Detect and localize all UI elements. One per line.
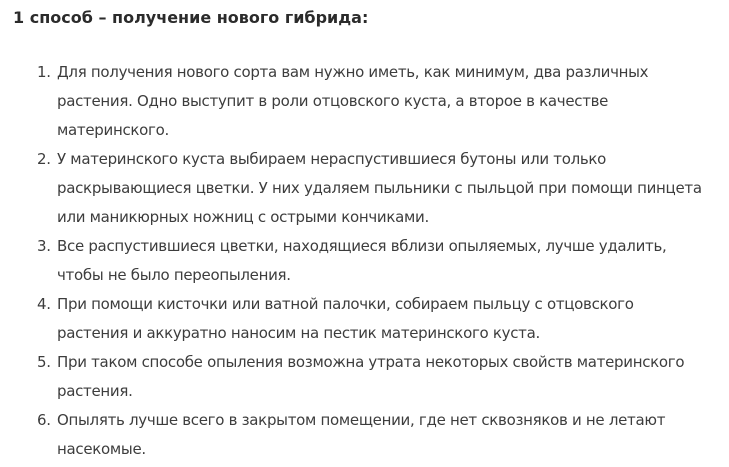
step-text-line: раскрывающиеся цветки. У них удаляем пыльники с пыльцой при помощи пинцета [57,179,702,197]
list-item [37,145,727,232]
step-number: 1. [37,63,51,81]
step-text-line: растения и аккуратно наносим на пестик материнского куста. [57,324,540,342]
step-text-line: растения. Одно выступит в роли отцовского куста, а второе в качестве [57,92,609,110]
step-text-line: При таком способе опыления возможна утрата некоторых свойств материнского [57,353,685,371]
step-text-line: или маникюрных ножниц с острыми кончиками. [57,208,429,226]
step-text-line: Опылять лучше всего в закрытом помещении, где нет сквозняков и не летают [57,411,666,429]
step-text-line: насекомые. [57,440,146,458]
step-number: 5. [37,353,51,371]
step-number: 2. [37,150,51,168]
step-number: 4. [37,295,51,313]
list-item [37,58,727,145]
section-heading: 1 способ – получение нового гибрида: [13,8,369,27]
step-text-line: У материнского куста выбираем нераспустившиеся бутоны или только [57,150,607,168]
step-text-line: Для получения нового сорта вам нужно иметь, как минимум, два различных [57,63,649,81]
step-text-line: материнского. [57,121,169,139]
step-text-line: чтобы не было переопыления. [57,266,291,284]
step-text-line: Все распустившиеся цветки, находящиеся вблизи опыляемых, лучше удалить, [57,237,667,255]
step-number: 3. [37,237,51,255]
list-item [37,406,727,464]
step-number: 6. [37,411,51,429]
step-text-line: При помощи кисточки или ватной палочки, собираем пыльцу с отцовского [57,295,634,313]
list-item [37,232,727,290]
list-item [37,290,727,348]
steps-list [37,58,727,464]
step-text-line: растения. [57,382,133,400]
list-item [37,348,727,406]
